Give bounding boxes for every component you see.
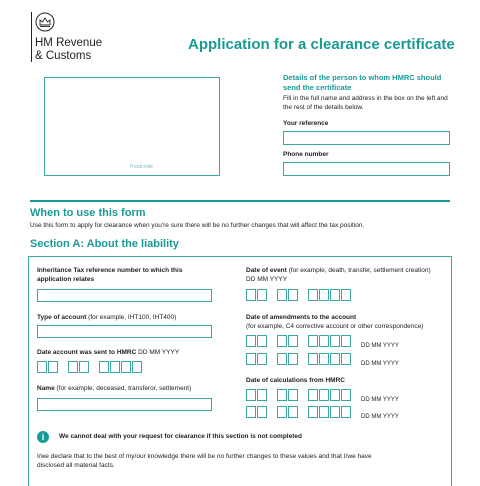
- postcode-label: Postcode: [130, 164, 153, 170]
- digit-box[interactable]: [48, 361, 58, 373]
- info-icon: i: [37, 431, 49, 443]
- digit-box[interactable]: [37, 361, 47, 373]
- sent-date-label: Date account was sent to HMRC DD MM YYYY: [37, 349, 180, 356]
- digit-box[interactable]: [68, 361, 78, 373]
- name-input[interactable]: [37, 398, 212, 411]
- digit-box[interactable]: [288, 389, 298, 401]
- digit-box[interactable]: [246, 406, 256, 418]
- account-type-input[interactable]: [37, 325, 212, 338]
- digit-box[interactable]: [277, 353, 287, 365]
- address-box[interactable]: [44, 77, 220, 176]
- digit-box[interactable]: [246, 389, 256, 401]
- digit-box[interactable]: [341, 335, 351, 347]
- logo-rule: [31, 12, 32, 62]
- page-title: Application for a clearance certificate: [188, 36, 455, 53]
- amend-date-label: Date of amendments to the account (for example, C4 corrective account or other correspondence): [246, 314, 424, 330]
- digit-box[interactable]: [257, 389, 267, 401]
- digit-box[interactable]: [132, 361, 142, 373]
- digit-box[interactable]: [330, 406, 340, 418]
- digit-box[interactable]: [341, 289, 351, 301]
- event-date-input[interactable]: [246, 289, 376, 301]
- amend-date-input-1[interactable]: [246, 335, 376, 347]
- details-heading: Details of the person to whom HMRC should send the certificate: [283, 73, 442, 92]
- digit-box[interactable]: [308, 389, 318, 401]
- digit-box[interactable]: [257, 353, 267, 365]
- digit-box[interactable]: [277, 389, 287, 401]
- digit-box[interactable]: [308, 353, 318, 365]
- digit-box[interactable]: [330, 353, 340, 365]
- digit-box[interactable]: [341, 353, 351, 365]
- digit-box[interactable]: [257, 335, 267, 347]
- calc-date-label: Date of calculations from HMRC: [246, 377, 345, 384]
- digit-box[interactable]: [288, 406, 298, 418]
- digit-box[interactable]: [246, 353, 256, 365]
- divider: [30, 200, 450, 202]
- digit-box[interactable]: [330, 389, 340, 401]
- digit-box[interactable]: [319, 389, 329, 401]
- digit-box[interactable]: [246, 335, 256, 347]
- amend-date-format-2: DD MM YYYY: [361, 361, 399, 367]
- logo-line-1: HM Revenue: [35, 37, 103, 49]
- crown-icon: [35, 12, 55, 32]
- reference-label: Your reference: [283, 120, 329, 127]
- digit-box[interactable]: [308, 289, 318, 301]
- digit-box[interactable]: [341, 389, 351, 401]
- amend-date-input-2[interactable]: [246, 353, 376, 365]
- digit-box[interactable]: [277, 289, 287, 301]
- name-label: Name (for example, deceased, transferor, settlement): [37, 385, 192, 392]
- declaration-text: I/we declare that to the best of my/our knowledge there will be no further changes to these values and that I/we have disclosed all material facts.: [37, 453, 372, 469]
- sent-date-input[interactable]: [37, 361, 167, 373]
- digit-box[interactable]: [308, 335, 318, 347]
- digit-box[interactable]: [257, 289, 267, 301]
- digit-box[interactable]: [277, 406, 287, 418]
- digit-box[interactable]: [319, 353, 329, 365]
- digit-box[interactable]: [288, 335, 298, 347]
- when-heading: When to use this form: [30, 207, 146, 219]
- digit-box[interactable]: [319, 335, 329, 347]
- digit-box[interactable]: [110, 361, 120, 373]
- section-a-heading: Section A: About the liability: [30, 238, 179, 250]
- logo-text: [35, 37, 102, 63]
- digit-box[interactable]: [257, 406, 267, 418]
- digit-box[interactable]: [121, 361, 131, 373]
- calc-date-format-1: DD MM YYYY: [361, 397, 399, 403]
- digit-box[interactable]: [341, 406, 351, 418]
- event-date-label: Date of event (for example, death, transfer, settlement creation): [246, 267, 431, 274]
- logo-line-2: & Customs: [35, 50, 92, 62]
- account-type-label: Type of account (for example, IHT100, IHT400): [37, 314, 177, 321]
- details-text: Fill in the full name and address in the box on the left and the rest of the details below.: [283, 95, 448, 111]
- when-text: Use this form to apply for clearance when you're sure there will be no further changes that will affect the tax position.: [30, 222, 365, 229]
- iht-ref-label: Inheritance Tax reference number to which this application relates: [37, 267, 183, 283]
- phone-label: Phone number: [283, 151, 329, 158]
- calc-date-input-2[interactable]: [246, 406, 376, 418]
- calc-date-input-1[interactable]: [246, 389, 376, 401]
- calc-date-format-2: DD MM YYYY: [361, 414, 399, 420]
- digit-box[interactable]: [246, 289, 256, 301]
- digit-box[interactable]: [319, 406, 329, 418]
- digit-box[interactable]: [99, 361, 109, 373]
- digit-box[interactable]: [330, 335, 340, 347]
- digit-box[interactable]: [288, 289, 298, 301]
- digit-box[interactable]: [308, 406, 318, 418]
- digit-box[interactable]: [277, 335, 287, 347]
- iht-ref-input[interactable]: [37, 289, 212, 302]
- event-date-format: DD MM YYYY: [246, 276, 288, 283]
- reference-input[interactable]: [283, 131, 450, 145]
- digit-box[interactable]: [79, 361, 89, 373]
- digit-box[interactable]: [288, 353, 298, 365]
- digit-box[interactable]: [319, 289, 329, 301]
- digit-box[interactable]: [330, 289, 340, 301]
- warning-text: We cannot deal with your request for clearance if this section is not completed: [59, 433, 302, 440]
- phone-input[interactable]: [283, 162, 450, 176]
- amend-date-format-1: DD MM YYYY: [361, 343, 399, 349]
